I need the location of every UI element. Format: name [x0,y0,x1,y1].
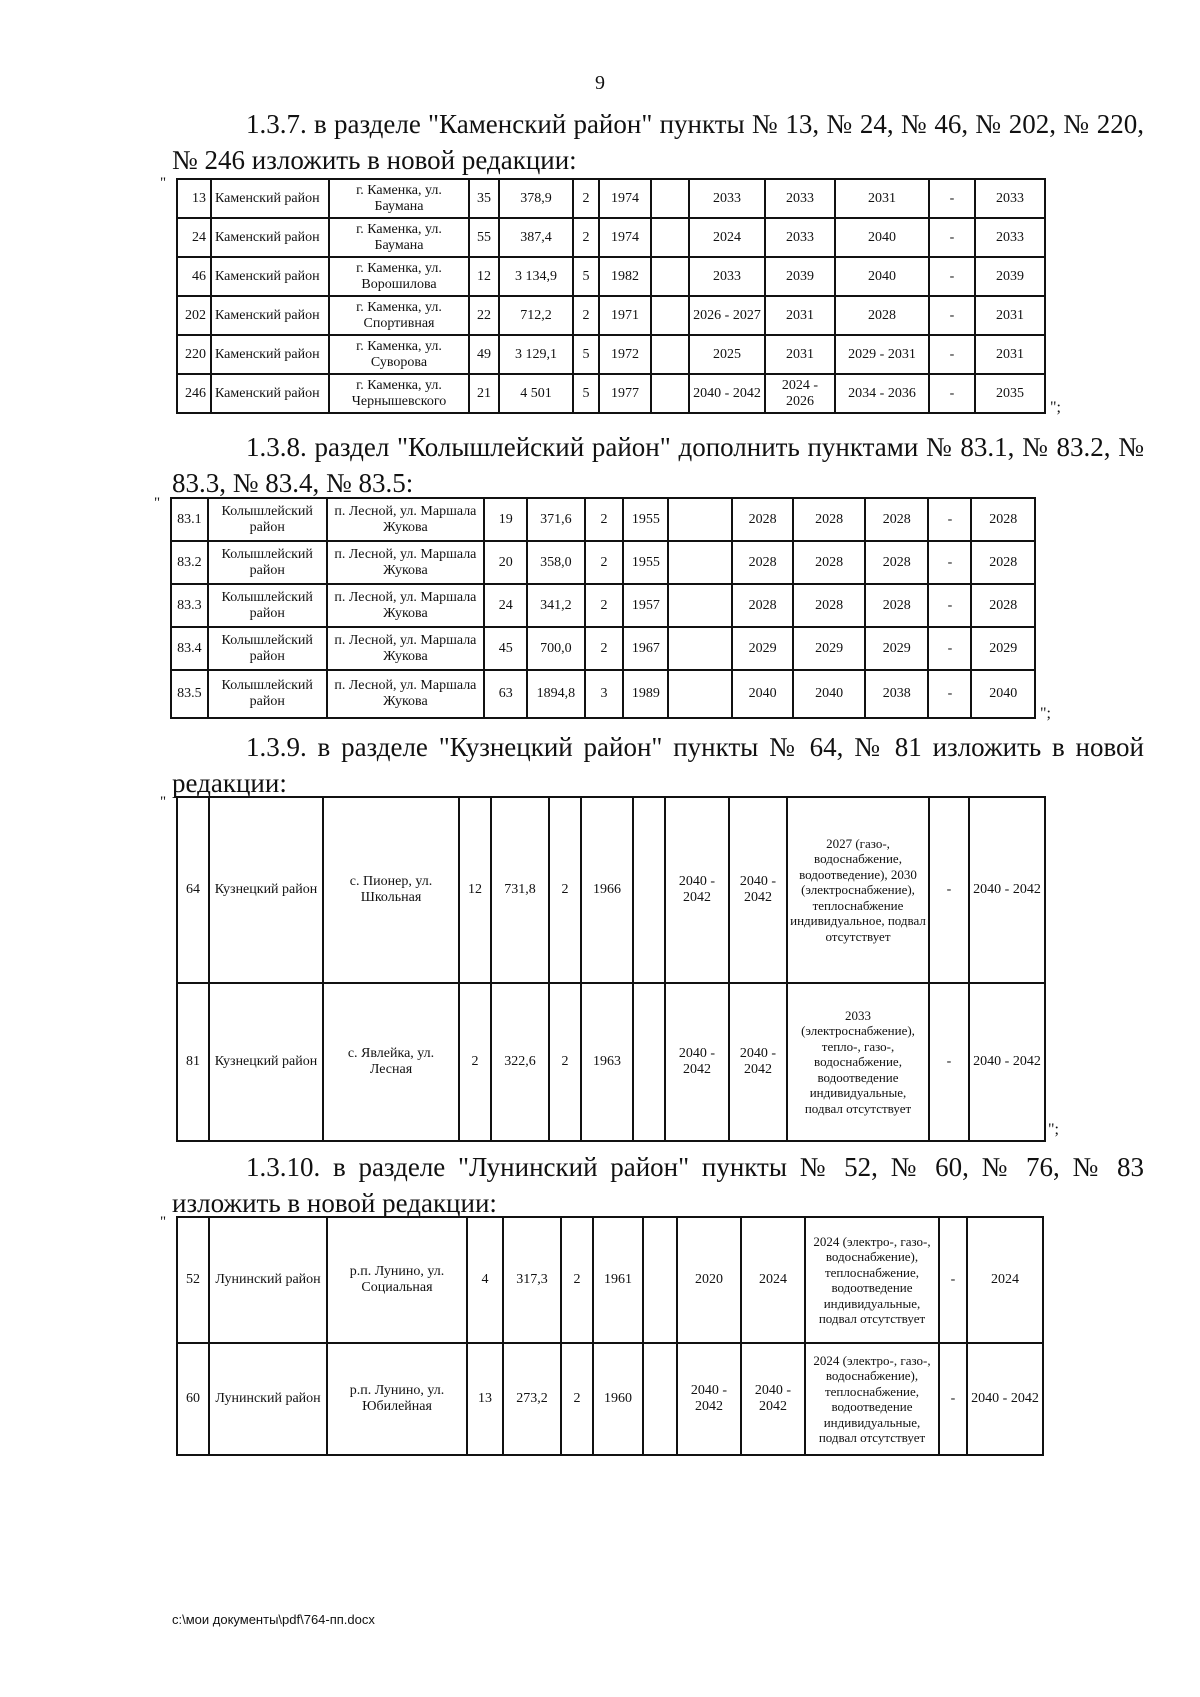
cell-value: 1967 [623,627,668,670]
cell-value: 2028 [793,541,865,584]
cell-value: 2031 [975,335,1045,374]
cell-district: Лунинский район [209,1343,327,1455]
cell-value: 2033 [975,218,1045,257]
end-quote-mark: "; [1040,705,1051,722]
cell-value: 2040 [793,670,865,718]
cell-value: 3 129,1 [499,335,573,374]
cell-district: Колышлейский район [208,627,327,670]
table-row [177,179,1045,218]
cell-address: п. Лесной, ул. Маршала Жукова [327,584,485,627]
cell-value: 35 [469,179,499,218]
cell-value: 2040 [835,218,929,257]
cell-number: 83.2 [171,541,208,584]
cell-value: 712,2 [499,296,573,335]
cell-value: 2029 [732,627,793,670]
table-row [171,498,1035,541]
section-heading: 1.3.7. в разделе "Каменский район" пункты № 13, № 24, № 46, № 202, № 220, № 246 изложить в новой редакции: [172,109,1144,175]
cell-value: 19 [484,498,527,541]
cell-value: 2 [585,627,624,670]
cell-value: 2039 [975,257,1045,296]
cell-address: р.п. Лунино, ул. Социальная [327,1217,467,1343]
cell-value: 2024 [741,1217,805,1343]
cell-number: 202 [177,296,211,335]
cell-value: 5 [573,374,599,413]
cell-address: г. Каменка, ул. Баумана [329,218,469,257]
cell-value: 2 [585,584,624,627]
cell-address: г. Каменка, ул. Суворова [329,335,469,374]
cell-value: 731,8 [491,797,549,983]
cell-value: 2040 - 2042 [741,1343,805,1455]
cell-value: 2 [573,296,599,335]
cell-value [668,627,731,670]
cell-value: 1971 [599,296,651,335]
cell-value [651,335,689,374]
cell-value: 2024 [967,1217,1043,1343]
table-row [177,296,1045,335]
cell-value: 1961 [593,1217,643,1343]
cell-value: 2040 - 2042 [729,983,787,1141]
cell-value: 1966 [581,797,633,983]
cell-district: Лунинский район [209,1217,327,1343]
table-row [177,983,1045,1141]
cell-value: 2 [585,541,624,584]
cell-note: 2024 (электро-, газо-, водоснабжение), теплоснабжение, водоотведение индивидуальные, подвал отсутствует [805,1217,939,1343]
cell-value: 2029 - 2031 [835,335,929,374]
cell-value: 2039 [765,257,835,296]
kolyshley-table [170,497,1036,719]
cell-district: Каменский район [211,179,329,218]
cell-value: 2038 [865,670,928,718]
table-row [177,797,1045,983]
cell-value: 2028 [732,498,793,541]
page-number: 9 [595,72,605,94]
cell-value: - [928,627,971,670]
cell-value: 4 [467,1217,503,1343]
cell-value: 2035 [975,374,1045,413]
cell-value: 371,6 [527,498,584,541]
cell-note: 2027 (газо-, водоснабжение, водоотведение), 2030 (электроснабжение), теплоснабжение индивидуальное, подвал отсутствует [787,797,929,983]
cell-value: 2033 [975,179,1045,218]
cell-value: - [929,218,975,257]
cell-number: 220 [177,335,211,374]
cell-district: Колышлейский район [208,670,327,718]
cell-value: 2031 [765,296,835,335]
table-row [177,374,1045,413]
cell-district: Кузнецкий район [209,797,323,983]
cell-value: 317,3 [503,1217,561,1343]
cell-value: 20 [484,541,527,584]
cell-value [651,218,689,257]
cell-value: 2040 - 2042 [969,797,1045,983]
cell-value: 2040 - 2042 [729,797,787,983]
cell-address: п. Лесной, ул. Маршала Жукова [327,541,485,584]
cell-district: Колышлейский район [208,584,327,627]
table-row [171,541,1035,584]
cell-value: 21 [469,374,499,413]
cell-value [651,257,689,296]
cell-value: 2028 [732,584,793,627]
cell-value: 24 [484,584,527,627]
cell-number: 60 [177,1343,209,1455]
cell-number: 83.1 [171,498,208,541]
cell-value [643,1343,677,1455]
cell-value: 2028 [835,296,929,335]
cell-value: 1955 [623,541,668,584]
cell-note: 2024 (электро-, газо-, водоснабжение), теплоснабжение, водоотведение индивидуальные, подвал отсутствует [805,1343,939,1455]
cell-value: 2028 [971,498,1035,541]
cell-value: 2025 [689,335,765,374]
cell-number: 83.3 [171,584,208,627]
cell-value [633,983,665,1141]
cell-value: 5 [573,257,599,296]
table-row [171,584,1035,627]
cell-value: 1977 [599,374,651,413]
cell-value: 2028 [865,584,928,627]
cell-value: 2031 [975,296,1045,335]
cell-value: - [928,584,971,627]
cell-value: 2029 [971,627,1035,670]
cell-district: Кузнецкий район [209,983,323,1141]
kuznetsk-table [176,796,1046,1142]
cell-value [668,498,731,541]
cell-address: с. Пионер, ул. Школьная [323,797,459,983]
luninsky-table [176,1216,1044,1456]
cell-value: - [929,983,969,1141]
cell-value: 45 [484,627,527,670]
cell-number: 246 [177,374,211,413]
table-row [177,1343,1043,1455]
cell-address: п. Лесной, ул. Маршала Жукова [327,627,485,670]
cell-value: - [928,670,971,718]
cell-value: 1963 [581,983,633,1141]
cell-number: 83.5 [171,670,208,718]
cell-value: - [929,179,975,218]
cell-value: 5 [573,335,599,374]
cell-value: 2 [459,983,491,1141]
cell-value: 273,2 [503,1343,561,1455]
cell-value: 2033 [765,179,835,218]
cell-value: 2029 [865,627,928,670]
cell-value: - [939,1217,967,1343]
cell-value: 2034 - 2036 [835,374,929,413]
cell-value: 63 [484,670,527,718]
cell-value: 1957 [623,584,668,627]
cell-value: 2033 [689,179,765,218]
cell-district: Каменский район [211,257,329,296]
cell-value: - [939,1343,967,1455]
cell-value [651,179,689,218]
open-quote-mark: " [154,495,161,511]
cell-value: 22 [469,296,499,335]
cell-value: 2028 [793,498,865,541]
cell-value: 2040 - 2042 [665,797,729,983]
table-row [171,670,1035,718]
kamensky-table [176,178,1046,414]
cell-address: г. Каменка, ул. Ворошилова [329,257,469,296]
cell-value: 322,6 [491,983,549,1141]
cell-value: 1955 [623,498,668,541]
cell-number: 52 [177,1217,209,1343]
cell-value: 1960 [593,1343,643,1455]
cell-value: 3 134,9 [499,257,573,296]
cell-value: 2033 [765,218,835,257]
cell-value: 2028 [865,498,928,541]
cell-address: г. Каменка, ул. Баумана [329,179,469,218]
cell-note: 2033 (электроснабжение), тепло-, газо-, водоснабжение, водоотведение индивидуальные, подвал отсутствует [787,983,929,1141]
cell-number: 13 [177,179,211,218]
cell-value: 2 [549,983,581,1141]
cell-value: 55 [469,218,499,257]
table-row [177,218,1045,257]
cell-value [651,296,689,335]
cell-value: 2040 [732,670,793,718]
cell-district: Каменский район [211,296,329,335]
cell-value [668,541,731,584]
cell-value: 13 [467,1343,503,1455]
cell-value: 1894,8 [527,670,584,718]
cell-value: - [929,374,975,413]
cell-value: 2024 [689,218,765,257]
cell-value: 2033 [689,257,765,296]
end-quote-mark: "; [1048,1121,1059,1138]
cell-value [643,1217,677,1343]
cell-value: - [929,257,975,296]
table-row [177,257,1045,296]
cell-value [668,670,731,718]
cell-value: 341,2 [527,584,584,627]
cell-value: 1974 [599,218,651,257]
cell-address: п. Лесной, ул. Маршала Жукова [327,498,485,541]
cell-value: - [928,498,971,541]
cell-value: 2 [573,179,599,218]
open-quote-mark: " [160,794,167,810]
cell-number: 81 [177,983,209,1141]
cell-value: 2 [561,1343,593,1455]
cell-value [633,797,665,983]
cell-value: 12 [459,797,491,983]
cell-number: 46 [177,257,211,296]
cell-value: 2028 [971,584,1035,627]
cell-value: 1974 [599,179,651,218]
cell-value: 1982 [599,257,651,296]
cell-value [668,584,731,627]
cell-value: 387,4 [499,218,573,257]
cell-value: 2031 [835,179,929,218]
cell-address: г. Каменка, ул. Спортивная [329,296,469,335]
cell-value: 2 [561,1217,593,1343]
section-heading: 1.3.8. раздел "Колышлейский район" дополнить пунктами № 83.1, № 83.2, № 83.3, № 83.4, № 83.5: [172,432,1144,498]
cell-value [651,374,689,413]
cell-number: 83.4 [171,627,208,670]
cell-value: 4 501 [499,374,573,413]
cell-value: 2029 [793,627,865,670]
file-path-footer: c:\мои документы\pdf\764-пп.docx [172,1612,375,1627]
cell-value: - [928,541,971,584]
cell-district: Колышлейский район [208,541,327,584]
cell-value: 358,0 [527,541,584,584]
cell-value: 2040 - 2042 [967,1343,1043,1455]
open-quote-mark: " [160,1214,167,1230]
cell-value: 2028 [732,541,793,584]
cell-value: 2028 [971,541,1035,584]
section-heading: 1.3.9. в разделе "Кузнецкий район" пункты № 64, № 81 изложить в новой редакции: [172,732,1144,798]
cell-district: Каменский район [211,335,329,374]
cell-value: 2040 - 2042 [969,983,1045,1141]
cell-value: 49 [469,335,499,374]
cell-address: г. Каменка, ул. Чернышевского [329,374,469,413]
cell-number: 64 [177,797,209,983]
cell-value: 12 [469,257,499,296]
cell-value: 2031 [765,335,835,374]
cell-value: 2040 - 2042 [689,374,765,413]
cell-address: п. Лесной, ул. Маршала Жукова [327,670,485,718]
cell-address: р.п. Лунино, ул. Юбилейная [327,1343,467,1455]
section-heading: 1.3.10. в разделе "Лунинский район" пункты № 52, № 60, № 76, № 83 изложить в новой редакции: [172,1152,1144,1218]
cell-address: с. Явлейка, ул. Лесная [323,983,459,1141]
cell-value: 2 [573,218,599,257]
cell-value: 1972 [599,335,651,374]
cell-value: 2040 - 2042 [665,983,729,1141]
cell-value: 2028 [865,541,928,584]
cell-value: 2 [585,498,624,541]
cell-value: 2026 - 2027 [689,296,765,335]
cell-value: 2 [549,797,581,983]
table-row [177,1217,1043,1343]
cell-district: Колышлейский район [208,498,327,541]
cell-value: 2040 [835,257,929,296]
table-row [171,627,1035,670]
cell-value: 2020 [677,1217,741,1343]
cell-value: - [929,296,975,335]
cell-value: 2040 [971,670,1035,718]
cell-value: 700,0 [527,627,584,670]
cell-district: Каменский район [211,374,329,413]
cell-value: - [929,797,969,983]
cell-value: 2040 - 2042 [677,1343,741,1455]
open-quote-mark: " [160,175,167,191]
table-row [177,335,1045,374]
cell-number: 24 [177,218,211,257]
cell-value: 2024 - 2026 [765,374,835,413]
end-quote-mark: "; [1050,399,1061,416]
cell-value: 3 [585,670,624,718]
cell-district: Каменский район [211,218,329,257]
cell-value: 378,9 [499,179,573,218]
cell-value: 2028 [793,584,865,627]
cell-value: 1989 [623,670,668,718]
cell-value: - [929,335,975,374]
